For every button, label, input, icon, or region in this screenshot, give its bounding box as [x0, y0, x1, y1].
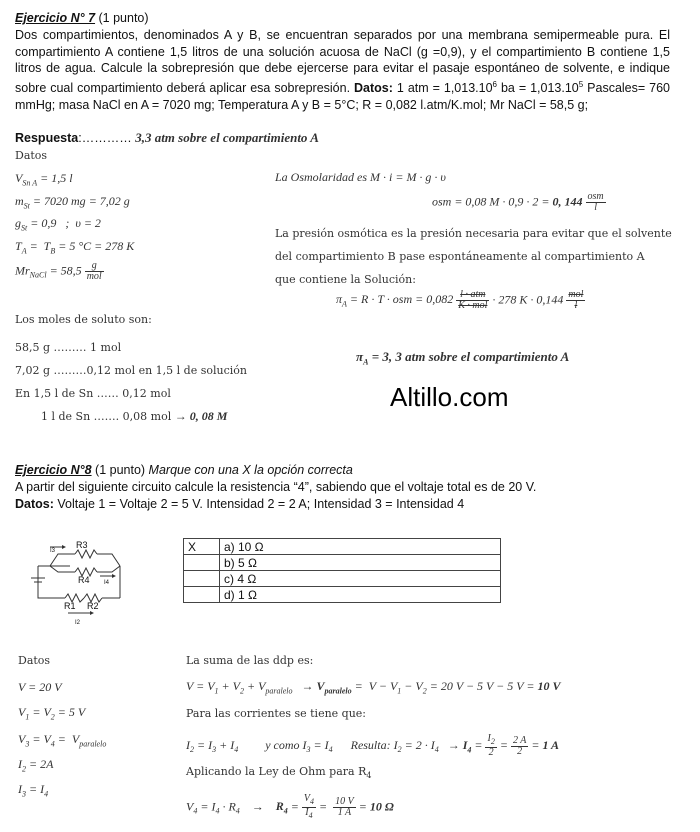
ex8-title: Ejercicio N°8	[15, 463, 92, 477]
option-row[interactable]	[184, 587, 501, 603]
moles-list: 58,5 g ……… 1 mol 7,02 g ………0,12 mol en 1,5 l de solución En 1,5 l de Sn …… 0,12 mol 1 l de Sn ……. 0,08 mol → 0, 08 M	[15, 341, 247, 423]
ex7-points: (1 punto)	[95, 11, 149, 25]
corr-heading: Para las corrientes se tiene que:	[186, 707, 367, 720]
label-r2: R2	[87, 601, 99, 611]
pi-result: $\pi_A = 3$, 3 atm sobre el compartimiento A	[356, 349, 570, 367]
label-i2: I2	[75, 620, 81, 626]
ex7-statement: Ejercicio N° 7 (1 punto) Dos compartimientos, denominados A y B, se encuentran separados por una membrana semipermeable pura. El compartimiento A contiene 1,5 litros de una solución acuosa de NaCl (g =0,9), y el compartimiento B contiene 1,5 litros de agua. Calcule la sobrepresión que debe ejercerse para evitar el pasaje espontáneo de solvente, e indique sobre cual compartimiento deberá aplicar esa sobrepresión. Datos: 1 atm = $1,013.10^6$ ba = $1,013.10^5$ Pascales= 760 mmHg; masa NaCl en A = 7020 mg; Temperatura A y B = 5°C; R = 0,082 l.atm/K.mol; Mr NaCl = 58,5 g;	[15, 11, 671, 113]
ex8-statement: Ejercicio N°8 (1 punto) Marque con una X la opción correcta A partir del siguiente circuito calcule la resistencia “4”, sabiendo que el voltaje total es de 20 V. Datos: Voltaje 1 = Voltaje 2 = 5 V. Intensidad 2 = 2 A; Intensidad 3 = Intensidad 4	[15, 463, 537, 511]
respuesta-value: 3,3 atm sobre el compartimiento A	[135, 130, 319, 145]
ex8-datos-heading: Datos	[18, 654, 51, 667]
ex8-datos-v12: $V_1 = V_2 = 5$ V	[18, 705, 86, 722]
suma-heading: La suma de las ddp es:	[186, 654, 314, 667]
presion-text: La presión osmótica es la presión necesaria para evitar que el solvente del compartimiento B pase espontáneamente al compartimiento A que contiene la Solución:	[275, 227, 672, 286]
ohm-eq: $V_4 = I_4 \cdot R_4$ → $R_4$ = $\frac{V_4}{I_4}$ = $\frac{10 V}{1 A}$ = 10 Ω	[186, 793, 394, 820]
option-mark[interactable]	[184, 555, 220, 571]
ex7-datos-heading: Datos	[15, 149, 48, 162]
ex8-datos-v: V = 20 V	[18, 680, 62, 694]
option-text: a) 10 Ω	[220, 539, 501, 555]
ex7-statement-a: Dos compartimientos, denominados A y B, se encuentran separados por una membrana semipermeable pura. El compartimiento A contiene 1,5 litros de una solución acuosa de NaCl (g =0,9), y el compartimiento B contiene 1,5 litros de agua. Calcule la sobrepresión que debe ejercerse para evitar el pasaje espontáneo de solvente, e indique sobre cual compartimiento deberá aplicar esa sobrepresión.	[15, 27, 670, 96]
osm-line1: La Osmolaridad es M · i = M · g · υ	[275, 170, 446, 184]
datos-gst: $g_{St} = 0,9$ ; υ = 2	[15, 216, 101, 233]
datos-mr: $Mr_{NaCl} = 58,5$ $\frac{g}{\text{mol}}$	[15, 260, 102, 282]
option-text: d) 1 Ω	[220, 587, 501, 603]
circuit-diagram	[20, 538, 135, 628]
corr-eq: $I_2 = I_3 + I_4$ y como $I_3 = I_4$ Resulta: $I_2 = 2 \cdot I_4 \to I_4$ = $\frac{I_2}{2}$ = $\frac{2 A}{2}$ = 1 A	[186, 733, 560, 758]
pi-formula: $\pi_A = R \cdot T$ · osm = 0,082 $\frac{\text{l · atm}}{\text{K · mol}}$ · 278 K · 0,144 $\frac{\text{mol}}{l}$	[336, 289, 584, 311]
datos-mst: $m_{St} = 7020$ mg = 7,02 g	[15, 194, 130, 211]
label-r3: R3	[76, 540, 88, 550]
ex7-title: Ejercicio N° 7	[15, 11, 96, 25]
ex8-datos-i2: $I_2 = 2A$	[18, 757, 54, 774]
datos-vsn: $V_{Sn A} = 1,5$ l	[15, 171, 73, 188]
options-table	[183, 538, 501, 603]
moles-heading: Los moles de soluto son:	[15, 313, 152, 326]
datos-temp: $T_A = T_B = 5$ °C = 278 K	[15, 239, 135, 256]
ex7-respuesta: Respuesta:………… 3,3 atm sobre el compartimiento A	[15, 130, 319, 145]
ohm-heading: Aplicando la Ley de Ohm para $R_4$	[186, 765, 372, 781]
label-r1: R1	[64, 601, 76, 611]
ex8-datos-i34: $I_3 = I_4$	[18, 782, 49, 799]
option-mark[interactable]	[184, 587, 220, 603]
option-text: b) 5 Ω	[220, 555, 501, 571]
option-mark[interactable]: X	[184, 539, 220, 555]
osm-line2: osm = 0,08 M · 0,9 · 2 = 0, 144 $\frac{\text{osm}}{l}$	[432, 191, 604, 213]
label-i3: I3	[50, 548, 56, 554]
label-i4: I4	[104, 580, 110, 586]
option-row[interactable]	[184, 571, 501, 587]
ex8-datos-v34: $V_3 = V_4 = V_{paralelo}$	[18, 732, 107, 749]
ex8-instruction: Marque con una X la opción correcta	[148, 463, 353, 477]
option-row[interactable]	[184, 539, 501, 555]
option-row[interactable]	[184, 555, 501, 571]
option-text: c) 4 Ω	[220, 571, 501, 587]
label-r4: R4	[78, 575, 90, 585]
altillo-logo: Altillo.com	[390, 382, 509, 412]
ex7-datos-label: Datos:	[354, 81, 393, 96]
option-mark[interactable]	[184, 571, 220, 587]
respuesta-label: Respuesta	[15, 131, 79, 145]
suma-eq: $V = V_1 + V_2 + V_{paralelo} \to V_{paralelo} = V - V_1 - V_2 = 20$ V − 5 V − 5 V = 10 V	[186, 679, 561, 696]
